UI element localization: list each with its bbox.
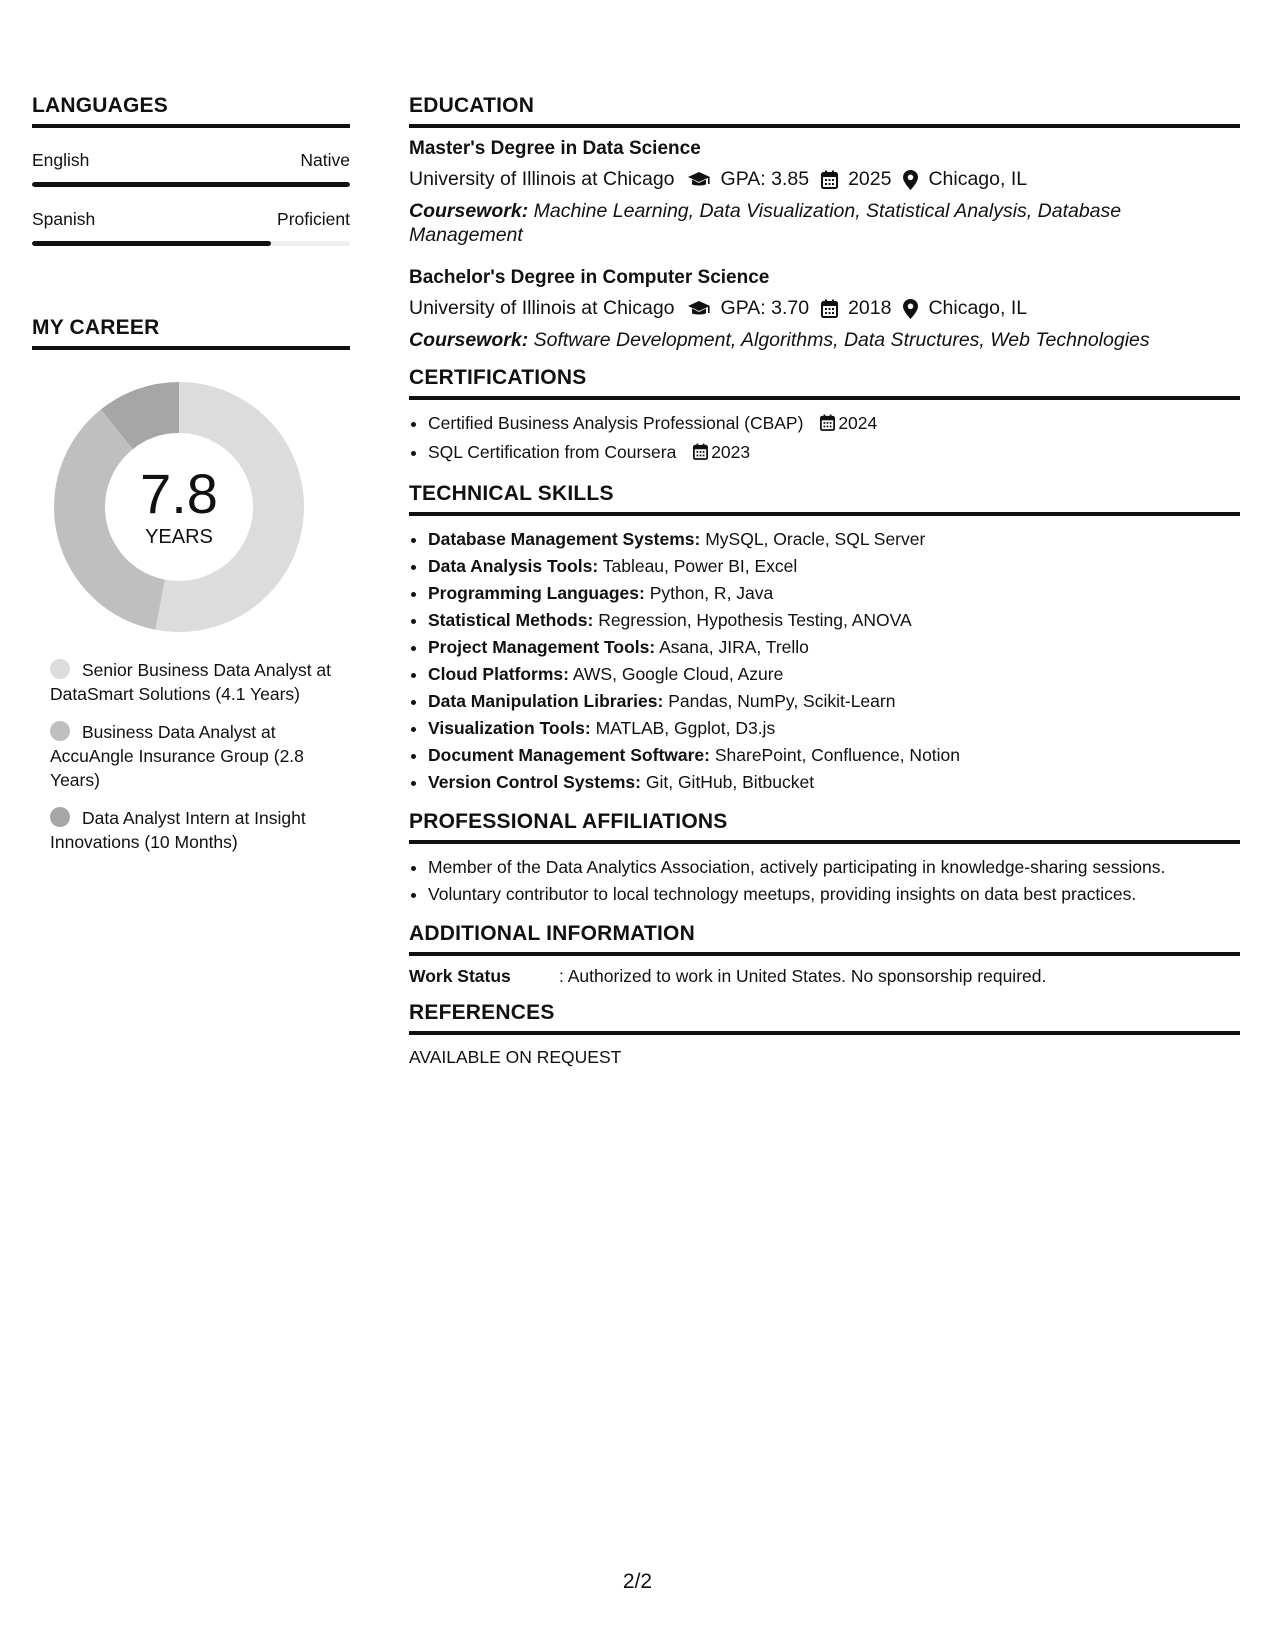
skill-category: Cloud Platforms: [428,664,569,684]
skill-item [428,580,1240,607]
legend-label: Senior Business Data Analyst at DataSmart Solutions (4.1 Years) [50,660,332,704]
additional-title: ADDITIONAL INFORMATION [409,922,1240,956]
skill-item [428,715,1240,742]
education-gpa: GPA: 3.70 [720,297,810,319]
education-year: 2025 [848,168,892,190]
skill-category: Visualization Tools: [428,718,591,738]
education-location: Chicago, IL [928,168,1028,190]
map-pin-icon [903,299,918,319]
calendar-icon [820,412,835,439]
calendar-icon [821,299,838,318]
coursework-label: Coursework: [409,200,529,222]
affiliation-item: • Member of the Data Analytics Association, actively participating in knowledge-sharing sessions. [428,854,1240,881]
skill-item [428,553,1240,580]
certification-year: 2024 [838,413,878,433]
career-total-unit: YEARS [145,525,213,548]
certification-name: Certified Business Analysis Professional (CBAP) [428,413,804,433]
career-title: MY CAREER [32,316,350,350]
skill-item [428,661,1240,688]
language-name: Spanish [32,209,96,229]
education-coursework [409,328,1240,352]
language-item [32,209,350,246]
skill-item [428,607,1240,634]
language-bar-fill [32,241,271,246]
education-title: EDUCATION [409,94,1240,128]
affiliation-item: • Voluntary contributor to local technology meetups, providing insights on data best practices. [428,881,1240,908]
skill-item [428,769,1240,796]
certifications-title: CERTIFICATIONS [409,366,1240,400]
skill-category: Document Management Software: [428,745,710,765]
affiliations-section [409,810,1240,908]
legend-item [50,658,340,706]
skill-list: Git, GitHub, Bitbucket [645,772,815,792]
skill-list: SharePoint, Confluence, Notion [714,745,961,765]
skill-item [428,634,1240,661]
education-degree: Master's Degree in Data Science [409,138,701,159]
graduation-cap-icon [687,300,711,318]
work-status-label: Work Status [409,966,511,986]
skill-category: Statistical Methods: [428,610,594,630]
legend-dot [50,721,70,741]
languages-title: LANGUAGES [32,94,350,128]
references-title: REFERENCES [409,1001,1240,1035]
references-section [409,1001,1240,1068]
skill-list: Tableau, Power BI, Excel [602,556,798,576]
coursework-list: Software Development, Algorithms, Data Structures, Web Technologies [533,329,1150,351]
career-section [32,316,350,854]
legend-item [50,720,340,792]
language-level: Proficient [277,209,350,229]
coursework-label: Coursework: [409,329,529,351]
education-degree: Bachelor's Degree in Computer Science [409,267,770,288]
education-school: University of Illinois at Chicago [409,297,675,319]
skill-list: Python, R, Java [649,583,774,603]
skill-item [428,742,1240,769]
certification-year: 2023 [711,442,751,462]
education-location: Chicago, IL [928,297,1028,319]
career-legend [50,658,340,854]
certifications-section [409,366,1240,468]
language-bar [32,182,350,187]
skill-list: Regression, Hypothesis Testing, ANOVA [598,610,912,630]
education-section [409,94,1240,352]
calendar-icon [693,441,708,468]
skill-category: Database Management Systems: [428,529,701,549]
calendar-icon [821,170,838,189]
education-item [409,138,1240,247]
language-item [32,150,350,187]
references-text: AVAILABLE ON REQUEST [409,1047,622,1067]
certification-item [428,439,1240,468]
legend-item [50,806,340,854]
affiliations-title: PROFESSIONAL AFFILIATIONS [409,810,1240,844]
coursework-list: Machine Learning, Data Visualization, Statistical Analysis, Database Management [409,200,1122,246]
work-status-value: : Authorized to work in United States. No sponsorship required. [559,966,1047,986]
education-year: 2018 [848,297,892,319]
skill-list: Asana, JIRA, Trello [659,637,809,657]
skill-category: Version Control Systems: [428,772,641,792]
skills-section [409,482,1240,796]
skill-category: Project Management Tools: [428,637,656,657]
skill-list: AWS, Google Cloud, Azure [572,664,784,684]
education-school: University of Illinois at Chicago [409,168,675,190]
career-donut-chart [54,382,304,632]
language-name: English [32,150,90,170]
skill-list: Pandas, NumPy, Scikit-Learn [668,691,896,711]
page-number: 2/2 [622,1570,653,1593]
language-level: Native [300,150,350,170]
legend-label: Data Analyst Intern at Insight Innovations (10 Months) [50,808,306,852]
graduation-cap-icon [687,171,711,189]
education-coursework [409,199,1240,247]
skill-item [428,688,1240,715]
skill-category: Data Analysis Tools: [428,556,599,576]
certification-item [428,410,1240,439]
legend-dot [50,807,70,827]
education-item [409,267,1240,352]
skill-list: MATLAB, Ggplot, D3.js [595,718,776,738]
skill-list: MySQL, Oracle, SQL Server [705,529,926,549]
skill-category: Data Manipulation Libraries: [428,691,664,711]
skills-title: TECHNICAL SKILLS [409,482,1240,516]
skill-category: Programming Languages: [428,583,645,603]
left-column [32,94,350,868]
work-status-row [409,966,1240,987]
language-bar [32,241,350,246]
right-column [409,94,1240,1082]
legend-label: Business Data Analyst at AccuAngle Insurance Group (2.8 Years) [50,722,304,790]
legend-dot [50,659,70,679]
career-total-value: 7.8 [140,461,218,525]
skill-item [428,526,1240,553]
education-gpa: GPA: 3.85 [720,168,810,190]
additional-section [409,922,1240,987]
map-pin-icon [903,170,918,190]
language-bar-fill [32,182,350,187]
certification-name: SQL Certification from Coursera [428,442,677,462]
